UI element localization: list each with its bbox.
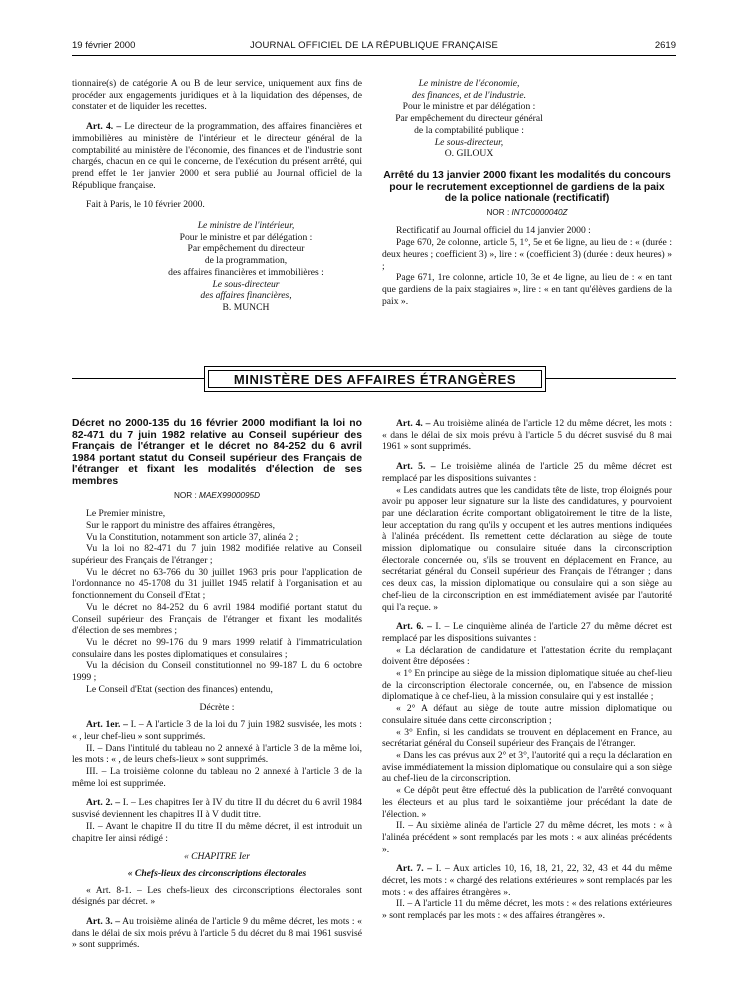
article-label: Art. 4. – xyxy=(86,121,122,133)
sig-line: Le ministre de l'intérieur, xyxy=(197,220,295,232)
banner-rule-left xyxy=(72,378,204,379)
header-rule xyxy=(72,55,676,56)
fait-a-paris: Fait à Paris, le 10 février 2000. xyxy=(86,199,205,211)
rectificatif-page-670: Page 670, 2e colonne, article 5, 1°, 5e et 6e ligne, au lieu de : « (durée : deux heures ; coefficient 3) », lire : « (coefficient 3) (durée : deux heures) » ; xyxy=(382,237,672,272)
article-1-iii: III. – La troisième colonne du tableau no 2 annexé à l'article 3 de la même loi est supprimée. xyxy=(72,766,362,789)
article-7-i: Art. 7. – I. – Aux articles 10, 16, 18, 21, 22, 32, 43 et 44 du même décret, les mots : « chargé des relations extérieures » sont remplacés par les mots : « des affaires étrangères ». xyxy=(382,863,672,898)
sig-line: Pour le ministre et par délégation : xyxy=(402,101,536,113)
signature-block-interieur xyxy=(130,220,362,314)
article-6-quote: « 3° Enfin, si les candidats se trouvent en déplacement en France, au secrétariat général du Conseil supérieur des Français de l'étranger. xyxy=(382,726,672,750)
sig-line: des affaires financières, xyxy=(200,290,292,302)
ministry-title: MINISTÈRE DES AFFAIRES ÉTRANGÈRES xyxy=(233,372,517,387)
article-4-interieur: Art. 4. – Le directeur de la programmation, des affaires financières et immobilières au ministère de l'intérieur et le directeur général de la comptabilité au ministère de l'économie, des finances et de l'industrie sont chargés, chacun en ce qui le concerne, de l'exécution du présent arrêté, qui prend effet le 1er janvier 2000 et sera publié au Journal officiel de la République française. xyxy=(72,121,362,191)
sig-line: de la comptabilité publique : xyxy=(414,124,524,136)
preamble-line: Vu le décret no 63-766 du 30 juillet 1963 pris pour l'application de l'ordonnance no 45-1708 du 31 juillet 1945 relatif à l'organisation et au fonctionnement du Conseil d'Etat ; xyxy=(72,566,362,602)
preamble-line: Sur le rapport du ministre des affaires étrangères, xyxy=(86,519,275,531)
article-1-ii: II. – Dans l'intitulé du tableau no 2 annexé à l'article 3 de la même loi, les mots : « , de leurs chefs-lieux » sont supprimés. xyxy=(72,742,362,766)
preamble-line: Vu la Constitution, notamment son article 37, alinéa 2 ; xyxy=(86,531,299,543)
left-top-column xyxy=(72,78,362,314)
sig-line: Le ministre de l'économie, xyxy=(418,78,520,89)
banner-rule-right xyxy=(545,378,676,379)
sig-line: de la programmation, xyxy=(204,255,288,267)
signature-block-economie xyxy=(394,78,544,160)
sig-line: des finances, et de l'industrie. xyxy=(412,89,526,101)
preamble-line: Le Conseil d'Etat (section des finances) entendu, xyxy=(86,683,273,695)
arrete-title: Arrêté du 13 janvier 2000 fixant les modalités du concours pour le recrutement exceptionnel de gardiens de la paix de la police nationale (rectificatif) xyxy=(383,169,671,205)
nor-reference: NOR : MAEX9900095D xyxy=(173,490,261,500)
preamble-line: Vu le décret no 99-176 du 9 mars 1999 relatif à l'immatriculation consulaire dans les postes diplomatiques et consulaires ; xyxy=(72,637,362,660)
article-4: Art. 4. – Au troisième alinéa de l'article 12 du même décret, les mots : « dans le délai de six mois prévu à l'article 5 du décret susvisé du 8 mai 1961 » sont supprimés. xyxy=(382,418,673,453)
sig-line: Par empêchement du directeur général xyxy=(395,113,543,125)
article-6-ii: II. – Au sixième alinéa de l'article 27 du même décret, les mots : « à l'alinéa précédent » sont remplacés par les mots : « aux alinéas précédents ». xyxy=(382,820,672,855)
preamble-line: Vu le décret no 84-252 du 6 avril 1984 modifié portant statut du Conseil supérieur des Français de l'étranger et fixant les modalités d'élection de ses membres ; xyxy=(72,601,362,637)
article-1-i: Art. 1er. – I. – A l'article 3 de la loi du 7 juin 1982 susvisée, les mots : « , leur chef-lieu » sont supprimés. xyxy=(72,719,362,742)
article-6-quote: « 2° A défaut au siège de toute autre mission diplomatique ou consulaire située dans cette circonscription ; xyxy=(382,703,672,726)
signatory-name: O. GILOUX xyxy=(444,148,494,160)
rectificatif-intro: Rectificatif au Journal officiel du 14 janvier 2000 : xyxy=(396,225,591,237)
article-2-ii: II. – Avant le chapitre II du titre II du même décret, il est introduit un chapitre Ier ainsi rédigé : xyxy=(72,820,362,844)
page-number: 2619 xyxy=(654,40,676,51)
sig-line: des affaires financières et immobilières : xyxy=(168,266,324,278)
article-2-i: Art. 2. – I. – Les chapitres Ier à IV du titre II du décret du 6 avril 1984 susvisé deviennent les chapitres II à V dudit titre. xyxy=(72,797,362,821)
chapter-title: « Chefs-lieux des circonscriptions électorales xyxy=(127,867,307,879)
journal-title: JOURNAL OFFICIEL DE LA RÉPUBLIQUE FRANÇAISE xyxy=(249,40,499,51)
page-header xyxy=(72,40,676,54)
header-date: 19 février 2000 xyxy=(72,40,136,51)
article-6-quote: « Dans les cas prévus aux 2° et 3°, l'autorité qui a reçu la déclaration en avise immédiatement la mission diplomatique ou consulaire qui a son siège au chef-lieu de la circonscription. xyxy=(382,749,672,785)
decret-title: Décret no 2000-135 du 16 février 2000 modifiant la loi no 82-471 du 7 juin 1982 relative au Conseil supérieur des Français de l'étranger et le décret no 84-252 du 6 avril 1984 portant statut du Conseil supérieur des Français de l'étranger et fixant les modalités d'élection de ses membres xyxy=(72,418,362,487)
article-8-1: « Art. 8-1. – Les chefs-lieux des circonscriptions électorales sont désignés par décret. » xyxy=(72,884,362,908)
sig-line: Le sous-directeur, xyxy=(434,136,504,148)
article-6-i: Art. 6. – I. – Le cinquième alinéa de l'article 27 du même décret est remplacé par les dispositions suivantes : xyxy=(382,621,672,644)
article-5-quote: « Les candidats autres que les candidats tête de liste, trop éloignés pour avoir pu apposer leur signature sur la liste des candidatures, y pourvoient par une déclaration écrite comportant obligatoirement le titre de la liste, leur acceptation du rang qu'ils y occupent et les autres mentions indiquées à l'alinéa précédent. Ils remettent cette déclaration au siège de toute mission diplomatique ou consulaire située dans la circonscription électorale concernée ou, s'ils se trouvent en déplacement en France, au secrétariat général du Conseil supérieur des Français de l'étranger ; dans ces deux cas, la mission diplomatique ou consulaire qui a son siège au chef-lieu de la circonscription en est immédiatement avisée par l'autorité qui l'a reçue. » xyxy=(382,484,672,613)
decret-column-right xyxy=(382,418,672,922)
preamble-line: Vu la loi no 82-471 du 7 juin 1982 modifiée relative au Conseil supérieur des Français de l'étranger ; xyxy=(72,543,362,567)
preamble-line: Le Premier ministre, xyxy=(86,508,166,520)
rectificatif-page-671: Page 671, 1re colonne, article 10, 3e et 4e ligne, au lieu de : « en tant que gardiens de la paix stagiaires », lire : « en tant qu'élèves gardiens de la paix ». xyxy=(382,272,672,307)
article-6-quote: « La déclaration de candidature et l'attestation écrite du remplaçant doivent être déposées : xyxy=(382,644,672,668)
decret-column xyxy=(72,418,362,951)
ministry-banner xyxy=(204,366,546,392)
right-top-column xyxy=(382,78,672,307)
signatory-name: B. MUNCH xyxy=(222,301,270,313)
nor-reference: NOR : INTC0000040Z xyxy=(486,207,568,217)
decrete: Décrète : xyxy=(199,701,235,713)
article-6-quote: « 1° En principe au siège de la mission diplomatique située au chef-lieu de la circonscription électorale concernée, ou, en l'absence de mission diplomatique à ce chef-lieu, à la mission consulaire qui y est installée ; xyxy=(382,668,672,703)
article-6-quote: « Ce dépôt peut être effectué dès la publication de l'arrêté convoquant les électeurs et au plus tard le soixantième jour précédant la date de l'élection. » xyxy=(382,785,672,820)
sig-line: Pour le ministre et par délégation : xyxy=(179,231,313,243)
article-5: Art. 5. – Le troisième alinéa de l'article 25 du même décret est remplacé par les dispositions suivantes : xyxy=(382,461,672,484)
chapter-heading: « CHAPITRE Ier xyxy=(183,851,251,863)
article-3: Art. 3. – Au troisième alinéa de l'article 9 du même décret, les mots : « dans le délai de six mois prévu à l'article 5 du décret du 8 mai 1961 susvisé » sont supprimés. xyxy=(72,916,362,951)
sig-line: Le sous-directeur xyxy=(212,278,280,290)
sig-line: Par empêchement du directeur xyxy=(187,243,305,255)
continued-paragraph: tionnaire(s) de catégorie A ou B de leur service, uniquement aux fins de procéder aux engagements juridiques et à la liquidation des dépenses, de constater et de liquider les recettes. xyxy=(72,78,362,113)
preamble-line: Vu la décision du Conseil constitutionnel no 99-187 L du 6 octobre 1999 ; xyxy=(72,660,362,684)
article-7-ii: II. – A l'article 11 du même décret, les mots : « des relations extérieures » sont remplacés par les mots : « des affaires étrangères ». xyxy=(382,898,672,922)
